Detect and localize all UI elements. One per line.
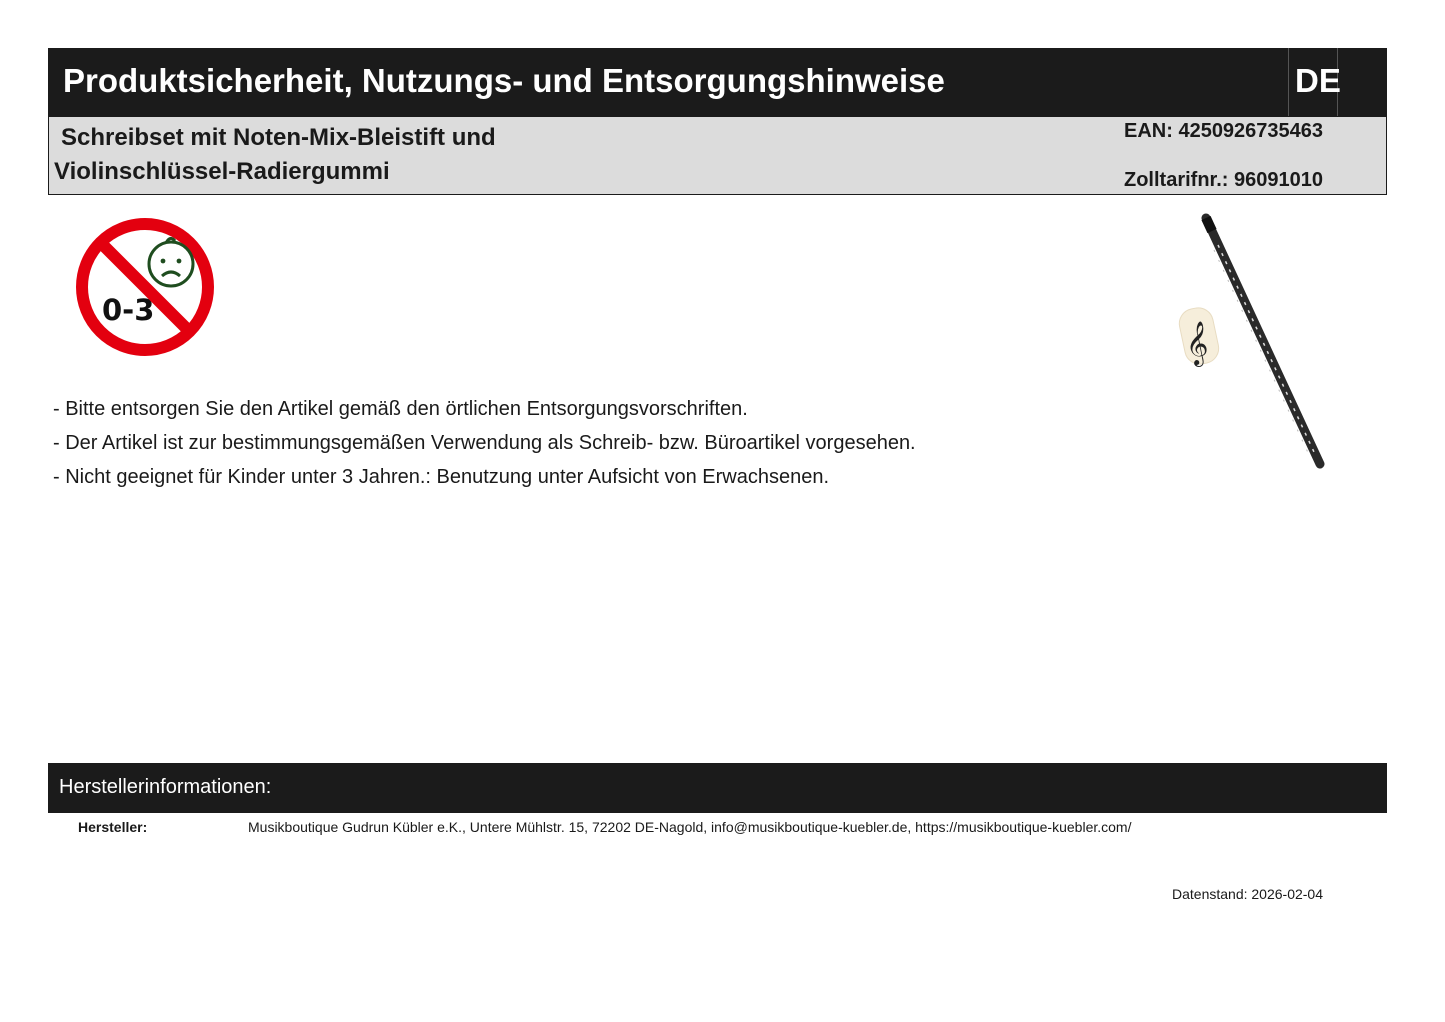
not-for-children-0-3-icon [74, 216, 216, 358]
title-bar [48, 48, 1387, 116]
manufacturer-section-bar [48, 763, 1387, 813]
manufacturer-details: Musikboutique Gudrun Kübler e.K., Untere Mühlstr. 15, 72202 DE-Nagold, info@musikboutique-kuebler.de, https://musikboutique-kuebler.com/ [248, 819, 1132, 835]
pencil-image [1206, 218, 1320, 464]
ean-number: EAN: 4250926735463 [1124, 120, 1324, 142]
product-name-line1: Schreibset mit Noten-Mix-Bleistift und [61, 124, 496, 151]
treble-clef-eraser-image [1177, 305, 1222, 367]
customs-tariff-number: Zolltarifnr.: 96091010 [1124, 169, 1323, 191]
data-date: Datenstand: 2026-02-04 [1172, 886, 1323, 902]
manufacturer-section-title: Herstellerinformationen: [59, 776, 272, 798]
list-item: - Der Artikel ist zur bestimmungsgemäßen Verwendung als Schreib- bzw. Büroartikel vorgesehen. [53, 432, 916, 454]
manufacturer-label: Hersteller: [78, 819, 148, 835]
list-item: - Nicht geeignet für Kinder unter 3 Jahren.: Benutzung unter Aufsicht von Erwachsenen. [53, 466, 830, 488]
list-item: - Bitte entsorgen Sie den Artikel gemäß den örtlichen Entsorgungsvorschriften. [53, 398, 748, 420]
page-title: Produktsicherheit, Nutzungs- und Entsorgungshinweise [63, 62, 945, 99]
age-range-label: 0-3 [102, 293, 155, 327]
product-name-line2: Violinschlüssel-Radiergummi [54, 158, 390, 185]
svg-text:𝄞: 𝄞 [1186, 321, 1209, 365]
language-badge [1288, 48, 1341, 116]
product-info-bar [48, 116, 1387, 195]
language-code: DE [1295, 62, 1341, 99]
product-pencil-eraser-image [1170, 210, 1340, 472]
safety-notes-list [53, 392, 916, 494]
